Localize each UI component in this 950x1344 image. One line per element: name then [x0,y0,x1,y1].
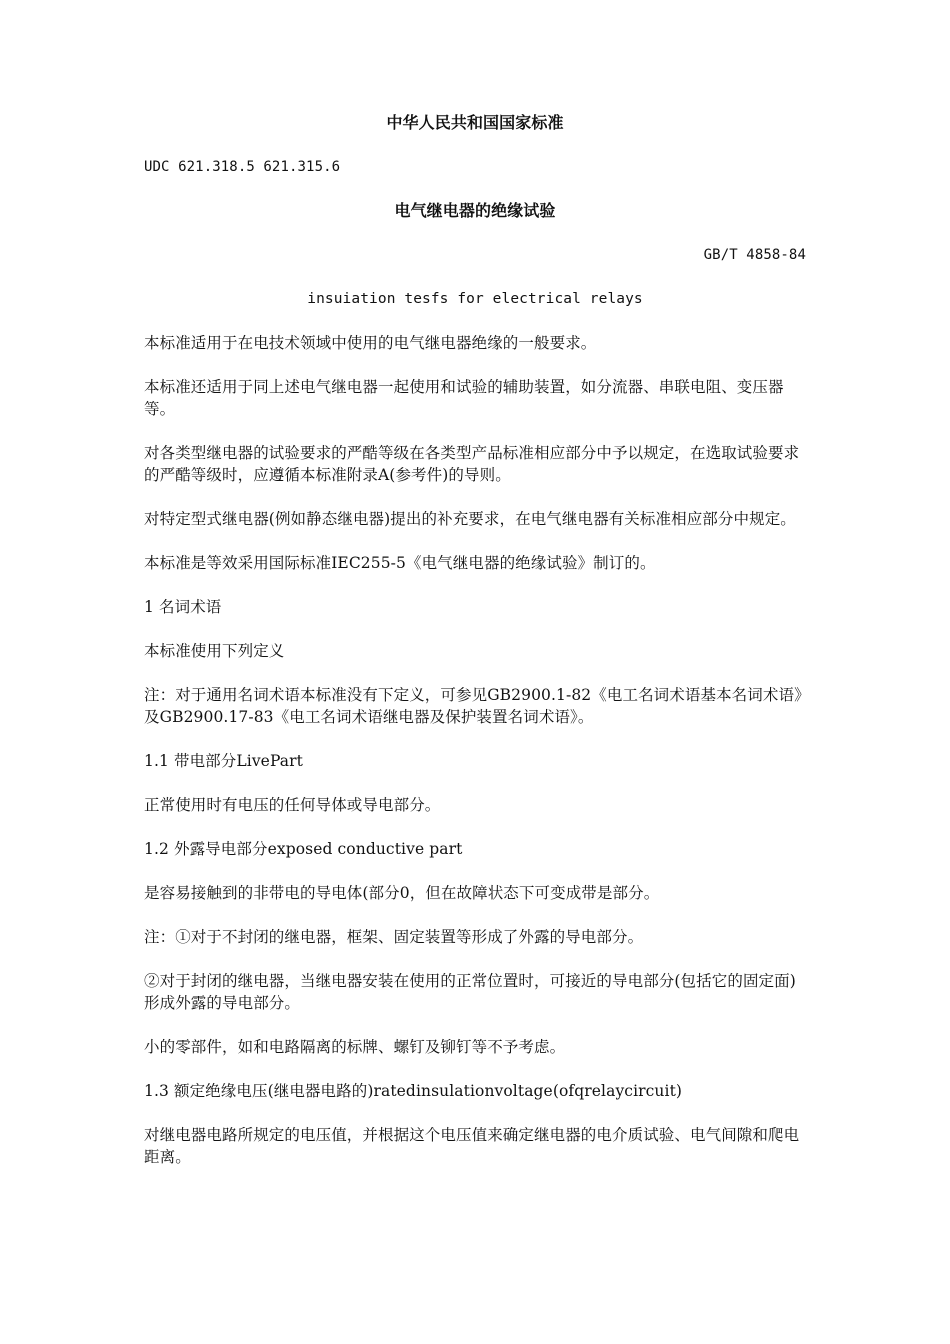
note-unenclosed-relay: 注：①对于不封闭的继电器，框架、固定装置等形成了外露的导电部分。 [144,928,644,946]
standard-number: GB/T 4858-84 [703,247,806,263]
note-small-parts: 小的零部件，如和电路隔离的标牌、螺钉及铆钉等不予考虑。 [144,1038,566,1056]
term-definition-1-2: 是容易接触到的非带电的导电体(部分0，但在故障状态下可变成带是部分。 [144,884,660,902]
national-standard-heading: 中华人民共和国国家标准 [386,113,564,132]
term-heading-1-2: 1.2 外露导电部分exposed conductive part [144,840,463,858]
paragraph-auxiliary: 本标准还适用于同上述电气继电器一起使用和试验的辅助装置，如分流器、串联电阻、变压器等。 [144,378,784,418]
english-title: insuiation tesfs for electrical relays [307,291,643,307]
document-page [144,112,806,1190]
term-heading-1-3: 1.3 额定绝缘电压(继电器电路的)ratedinsulationvoltage(ofqrelaycircuit) [144,1082,683,1100]
paragraph-severity: 对各类型继电器的试验要求的严酷等级在各类型产品标准相应部分中予以规定，在选取试验要求的严酷等级时，应遵循本标准附录A(参考件)的导则。 [144,444,800,484]
note-enclosed-relay: ②对于封闭的继电器，当继电器安装在使用的正常位置时，可接近的导电部分(包括它的固定面)形成外露的导电部分。 [144,972,796,1012]
term-heading-1-1: 1.1 带电部分LivePart [144,752,303,770]
paragraph-scope: 本标准适用于在电技术领域中使用的电气继电器绝缘的一般要求。 [144,334,597,352]
section-heading-terms: 1 名词术语 [144,598,222,616]
paragraph-special-types: 对特定型式继电器(例如静态继电器)提出的补充要求，在电气继电器有关标准相应部分中规定。 [144,510,796,528]
term-definition-1-3: 对继电器电路所规定的电压值，并根据这个电压值来确定继电器的电介质试验、电气间隙和爬电距离。 [144,1126,800,1166]
paragraph-iec-reference: 本标准是等效采用国际标准IEC255-5《电气继电器的绝缘试验》制订的。 [144,554,656,572]
term-definition-1-1: 正常使用时有电压的任何导体或导电部分。 [144,796,441,814]
udc-code: UDC 621.318.5 621.315.6 [144,159,341,175]
note-general-terms: 注：对于通用名词术语本标准没有下定义，可参见GB2900.1-82《电工名词术语基本名词术语》及GB2900.17-83《电工名词术语继电器及保护装置名词术语》。 [144,686,802,726]
paragraph-definitions-intro: 本标准使用下列定义 [144,642,285,660]
document-title: 电气继电器的绝缘试验 [394,201,556,220]
